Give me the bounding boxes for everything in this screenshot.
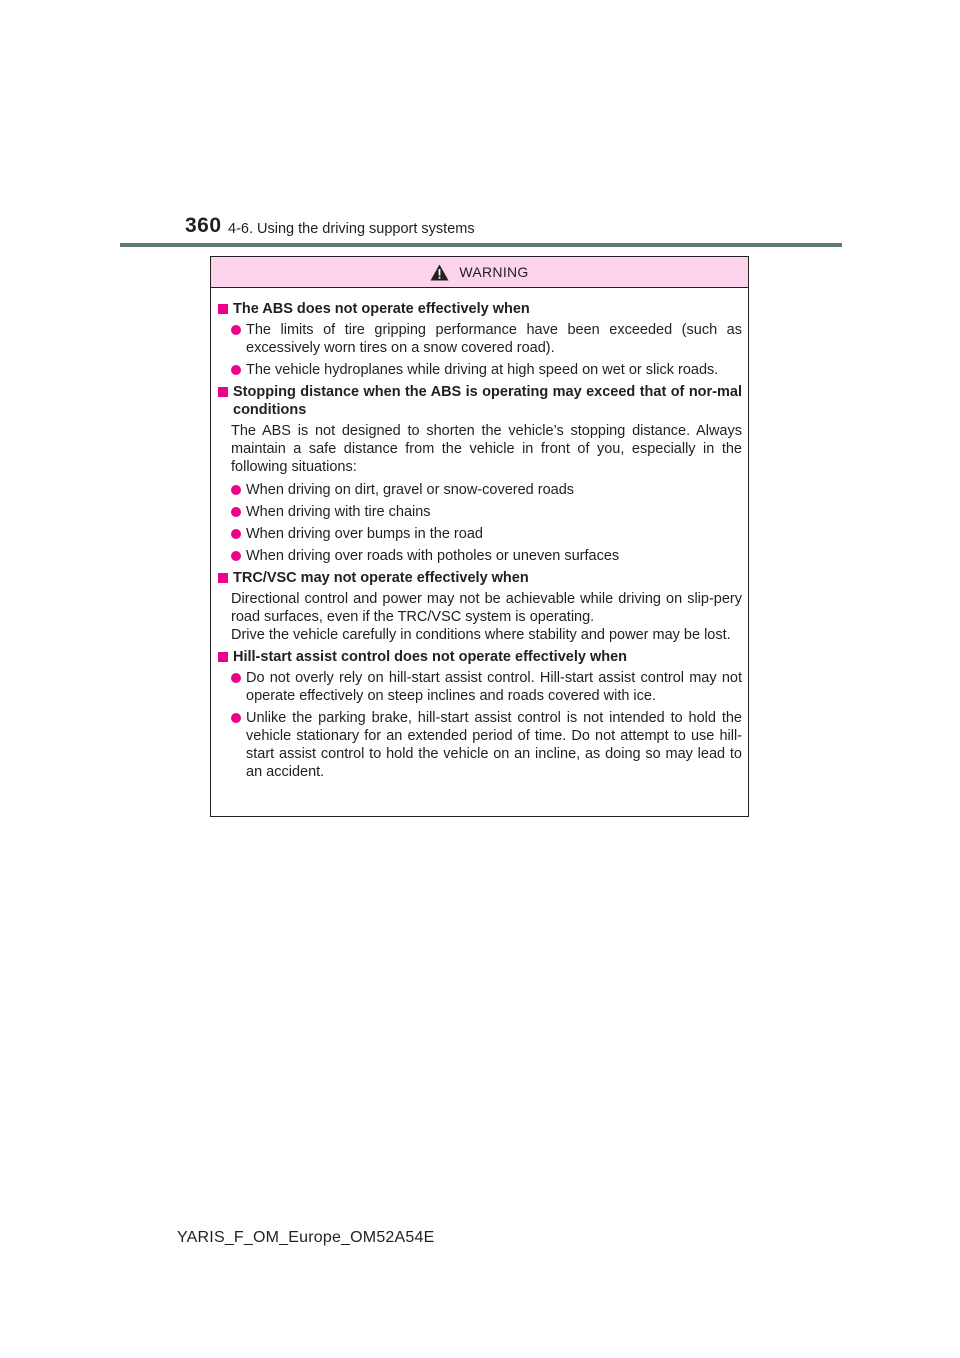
square-bullet-icon [218, 573, 228, 583]
warning-body [211, 288, 748, 781]
circle-bullet-icon [231, 325, 241, 335]
header-divider [120, 243, 842, 247]
circle-bullet-icon [231, 673, 241, 683]
square-bullet-icon [218, 387, 228, 397]
warning-triangle-icon [430, 264, 449, 281]
square-bullet-icon [218, 304, 228, 314]
list-item: The vehicle hydroplanes while driving at high speed on wet or slick roads. [231, 361, 742, 379]
list-item: When driving over bumps in the road [231, 525, 742, 543]
circle-bullet-icon [231, 713, 241, 723]
list-item: When driving over roads with potholes or uneven surfaces [231, 547, 742, 565]
list-item: When driving on dirt, gravel or snow-covered roads [231, 481, 742, 499]
list-item: When driving with tire chains [231, 503, 742, 521]
list-item: Unlike the parking brake, hill-start assist control is not intended to hold the vehicle stationary for an extended period of time. Do not attempt to use hill-start assist control to hold the vehicle on an incline, as doing so may lead to an accident. [231, 709, 742, 781]
paragraph: The ABS is not designed to shorten the vehicle’s stopping distance. Always maintain a safe distance from the vehicle in front of you, especially in the following situations: [231, 423, 742, 475]
section-heading-trc-vsc: TRC/VSC may not operate effectively when [218, 569, 742, 587]
warning-header [211, 257, 748, 288]
section-heading-hill-start: Hill-start assist control does not operate effectively when [218, 648, 742, 666]
circle-bullet-icon [231, 485, 241, 495]
circle-bullet-icon [231, 507, 241, 517]
section-heading-stopping-distance: Stopping distance when the ABS is operating may exceed that of nor-mal conditions [218, 383, 742, 419]
circle-bullet-icon [231, 529, 241, 539]
circle-bullet-icon [231, 365, 241, 375]
paragraph: Directional control and power may not be achievable while driving on slip-pery road surfaces, even if the TRC/VSC system is operating. Drive the vehicle carefully in conditions where stability and power may be lost. [231, 591, 742, 643]
list-item: The limits of tire gripping performance have been exceeded (such as excessively worn tires on a snow covered road). [231, 321, 742, 357]
list-item: Do not overly rely on hill-start assist control. Hill-start assist control may not operate effectively on steep inclines and roads covered with ice. [231, 669, 742, 705]
page-number: 360 [185, 214, 222, 237]
circle-bullet-icon [231, 551, 241, 561]
square-bullet-icon [218, 652, 228, 662]
document-code: YARIS_F_OM_Europe_OM52A54E [177, 1229, 435, 1246]
warning-label: WARNING [459, 264, 529, 280]
warning-box [210, 256, 749, 817]
section-title: 4-6. Using the driving support systems [228, 221, 475, 237]
section-heading-abs-ineffective: The ABS does not operate effectively when [218, 300, 742, 318]
